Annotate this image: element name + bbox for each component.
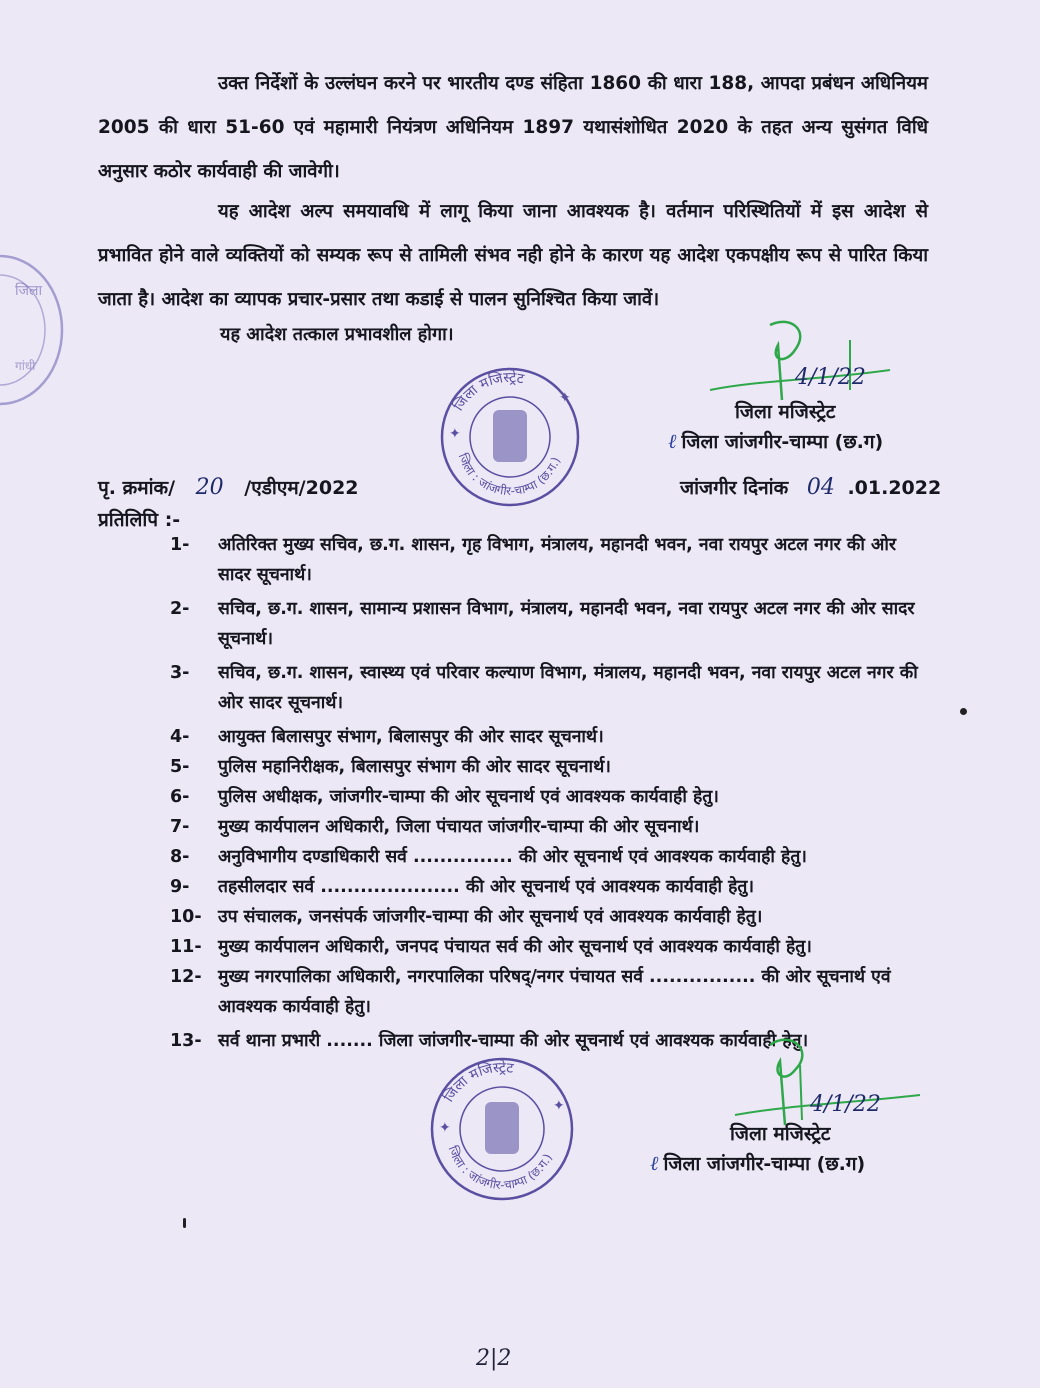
svg-text:जिला मजिस्ट्रेट (440, 1059, 515, 1105)
partial-seal-stamp-left (0, 250, 70, 410)
list-item: 11- मुख्य कार्यपालन अधिकारी, जनपद पंचायत सर्व की ओर सूचनार्थ एवं आवश्यक कार्यवाही हेतु। (170, 937, 812, 957)
list-item: 5- पुलिस महानिरीक्षक, बिलासपुर संभाग की ओर सादर सूचनार्थ। (170, 757, 611, 777)
reference-number-handwritten: 20 (195, 475, 224, 500)
copy-to-label: प्रतिलिपि :- (98, 509, 181, 531)
svg-text:जिला मजिस्ट्रेट (450, 369, 526, 414)
signature-scribble-1 (700, 310, 900, 410)
svg-text:✦: ✦ (553, 1098, 565, 1114)
official-seal-2 (425, 1052, 580, 1207)
copy-recipient-list (170, 530, 922, 1056)
signature-block-1 (735, 398, 835, 424)
list-item: 1- अतिरिक्त मुख्य सचिव, छ.ग. शासन, गृह विभाग, मंत्रालय, महानदी भवन, नवा रायपुर अटल नगर की ओर सादर सूचनार्थ। (170, 535, 897, 585)
list-item: 8- अनुविभागीय दण्डाधिकारी सर्व ............... की ओर सूचनार्थ एवं आवश्यक कार्यवाही हेतु। (170, 847, 807, 867)
reference-suffix: /एडीएम/2022 (244, 477, 359, 499)
paragraph-order-urgency (98, 190, 928, 322)
date-day-handwritten: 04 (806, 475, 835, 500)
list-item: 10- उप संचालक, जनसंपर्क जांजगीर-चाम्पा की ओर सूचनार्थ एवं आवश्यक कार्यवाही हेतु। (170, 907, 763, 927)
list-item: 3- सचिव, छ.ग. शासन, स्वास्थ्य एवं परिवार कल्याण विभाग, मंत्रालय, महानदी भवन, नवा रायपुर अटल नगर की ओर सादर सूचनार्थ। (170, 663, 918, 713)
page-number: 2|2 (476, 1346, 512, 1371)
seal-text-top: जिला मजिस्ट्रेट (440, 1059, 515, 1106)
signature-date-1: 4/1/22 (795, 365, 866, 390)
list-item: 12- मुख्य नगरपालिका अधिकारी, नगरपालिका परिषद्/नगर पंचायत सर्व ................ की ओर सूचनार्थ एवं आवश्यक कार्यवाही हेतु। (170, 967, 891, 1017)
list-item: 13- सर्व थाना प्रभारी ....... जिला जांजगीर-चाम्पा की ओर सूचनार्थ एवं आवश्यक कार्यवाही हेतु। (170, 1031, 809, 1051)
signature-date-2: 4/1/22 (810, 1092, 881, 1117)
list-item: 4- आयुक्त बिलासपुर संभाग, बिलासपुर की ओर सादर सूचनार्थ। (170, 727, 604, 747)
list-item: 7- मुख्य कार्यपालन अधिकारी, जिला पंचायत जांजगीर-चाम्पा की ओर सूचनार्थ। (170, 817, 700, 837)
signatory-title: जिला मजिस्ट्रेट (730, 1123, 831, 1145)
date-prefix: जांजगीर दिनांक (680, 477, 789, 499)
stray-ink-dot (183, 1218, 186, 1228)
seal-text-bottom: जिला : जांजगीर-चाम्पा (छ.ग.) (455, 451, 564, 499)
list-item: 9- तहसीलदार सर्व ..................... की ओर सूचनार्थ एवं आवश्यक कार्यवाही हेतु। (170, 877, 755, 897)
stray-ink-dot (960, 708, 967, 715)
signatory-place: जिला जांजगीर-चाम्पा (छ.ग) (663, 1153, 866, 1175)
paragraph-text: यह आदेश अल्प समयावधि में लागू किया जाना आवश्यक है। वर्तमान परिस्थितियों में इस आदेश से प्रभावित होने वाले व्यक्तियों को सम्यक रूप से तामिली संभव नही होने के कारण यह आदेश एकपक्षीय रूप से पारित किया जाता है। आदेश का व्यापक प्रचार-प्रसार तथा कडाई से पालन सुनिश्चित किया जावें। (98, 201, 928, 310)
svg-text:✦: ✦ (439, 1120, 451, 1136)
signatory-place: जिला जांजगीर-चाम्पा (छ.ग) (681, 431, 884, 453)
signature-place-2-wrap (650, 1150, 865, 1176)
svg-text:जिला: जिला (15, 283, 43, 299)
svg-text:गांधी: गांधी (15, 359, 36, 373)
seal-text-top: जिला मजिस्ट्रेट (450, 369, 526, 415)
signature-scribble-2 (730, 1025, 930, 1135)
reference-date (680, 474, 941, 500)
initial-mark-icon: ℓ (650, 1151, 659, 1175)
paragraph-penalty-clause (98, 62, 928, 194)
date-suffix: .01.2022 (847, 477, 942, 499)
svg-text:✦: ✦ (559, 390, 571, 406)
order-effective-line: यह आदेश तत्काल प्रभावशील होगा। (220, 324, 454, 345)
signatory-title: जिला मजिस्ट्रेट (735, 401, 836, 423)
signature-block-2 (730, 1120, 830, 1146)
svg-text:✦: ✦ (449, 426, 461, 442)
list-item: 2- सचिव, छ.ग. शासन, सामान्य प्रशासन विभाग, मंत्रालय, महानदी भवन, नवा रायपुर अटल नगर की ओर सादर सूचनार्थ। (170, 599, 915, 649)
reference-prefix: पृ. क्रमांक/ (98, 477, 176, 499)
paragraph-text: उक्त निर्देशों के उल्लंघन करने पर भारतीय दण्ड संहिता 1860 की धारा 188, आपदा प्रबंधन अधिनियम 2005 की धारा 51-60 एवं महामारी नियंत्रण अधिनियम 1897 यथासंशोधित 2020 के तहत अन्य सुसंगत विधि अनुसार कठोर कार्यवाही की जावेगी। (98, 73, 928, 182)
seal-text-bottom: जिला : जांजगीर-चाम्पा (छ.ग.) (445, 1143, 555, 1193)
reference-number (98, 474, 359, 500)
list-item: 6- पुलिस अधीक्षक, जांजगीर-चाम्पा की ओर सूचनार्थ एवं आवश्यक कार्यवाही हेतु। (170, 787, 719, 807)
official-seal-1 (435, 362, 585, 512)
initial-mark-icon: ℓ (668, 429, 677, 453)
signature-place-1-wrap (668, 428, 883, 454)
